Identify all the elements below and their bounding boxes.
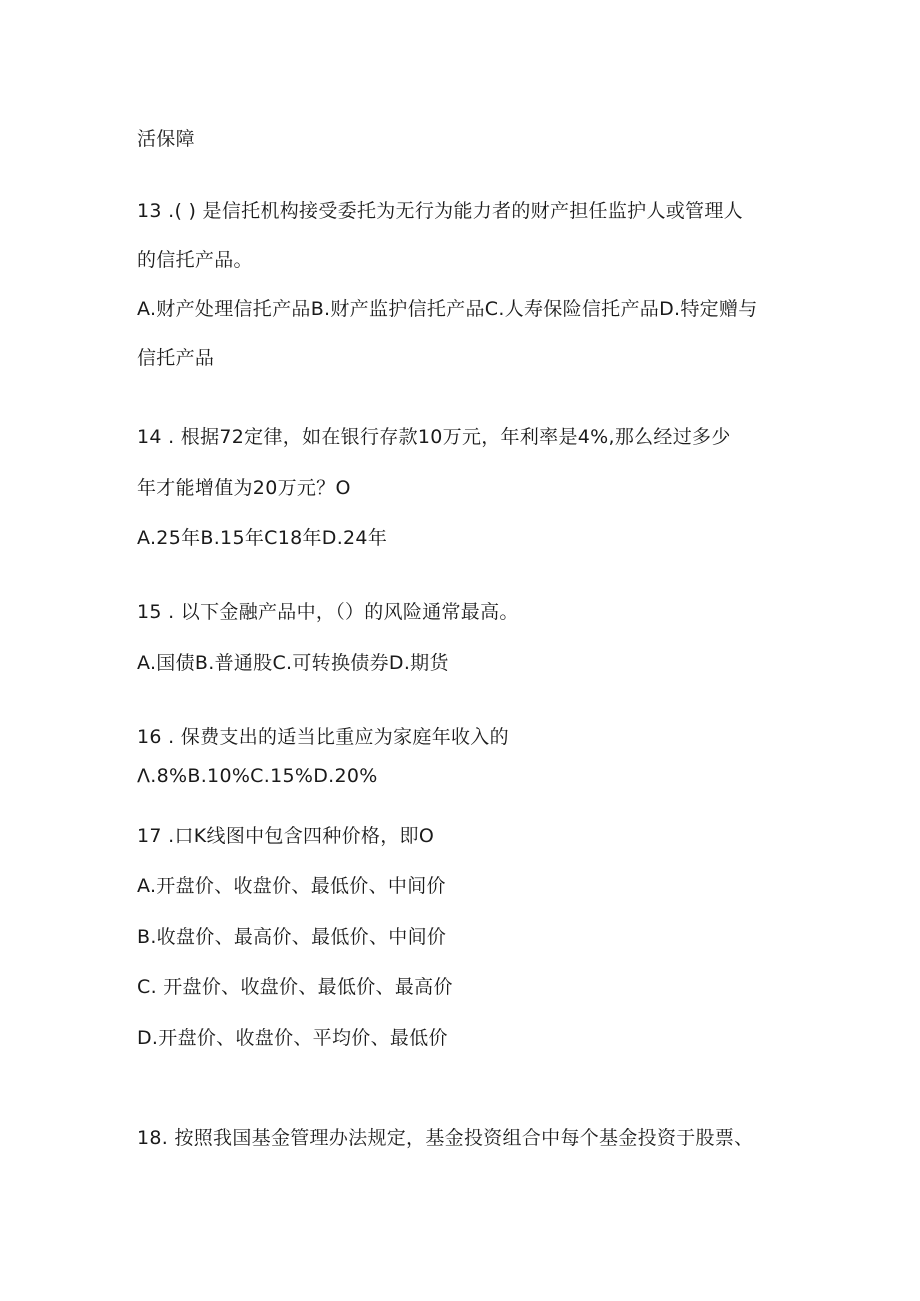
text-line-continuation: 活保障 (137, 128, 195, 150)
question-17-option-c: C. 开盘价、收盘价、最低价、最高价 (137, 976, 453, 998)
question-14-options: A.25年B.15年C18年D.24年 (137, 527, 388, 549)
question-17-option-a: A.开盘价、收盘价、最低价、中间价 (137, 875, 446, 897)
question-14-stem: 14 . 根据72定律，如在银行存款10万元，年利率是4%,那么经过多少 (137, 426, 731, 448)
question-17-stem: 17 .口K线图中包含四种价格，即O (137, 825, 435, 847)
question-13-stem-continued: 的信托产品。 (137, 249, 253, 271)
question-17-option-b: B.收盘价、最高价、最低价、中间价 (137, 926, 447, 948)
question-18-stem: 18. 按照我国基金管理办法规定，基金投资组合中每个基金投资于股票、 (137, 1127, 754, 1149)
question-13-stem: 13 .( ) 是信托机构接受委托为无行为能力者的财产担任监护人或管理人 (137, 200, 743, 222)
question-13-options-continued: 信托产品 (137, 347, 215, 369)
question-17-option-d: D.开盘价、收盘价、平均价、最低价 (137, 1027, 448, 1049)
question-13-options: A.财产处理信托产品B.财产监护信托产品C.人寿保险信托产品D.特定赠与 (137, 298, 758, 320)
question-15-stem: 15 . 以下金融产品中，（）的风险通常最高。 (137, 601, 519, 623)
question-15-options: A.国债B.普通股C.可转换债券D.期货 (137, 652, 449, 674)
question-16-stem: 16 . 保费支出的适当比重应为家庭年收入的 (137, 726, 509, 748)
question-14-stem-continued: 年才能增值为20万元？O (137, 477, 351, 499)
question-16-options: Λ.8%B.10%C.15%D.20% (137, 765, 378, 787)
